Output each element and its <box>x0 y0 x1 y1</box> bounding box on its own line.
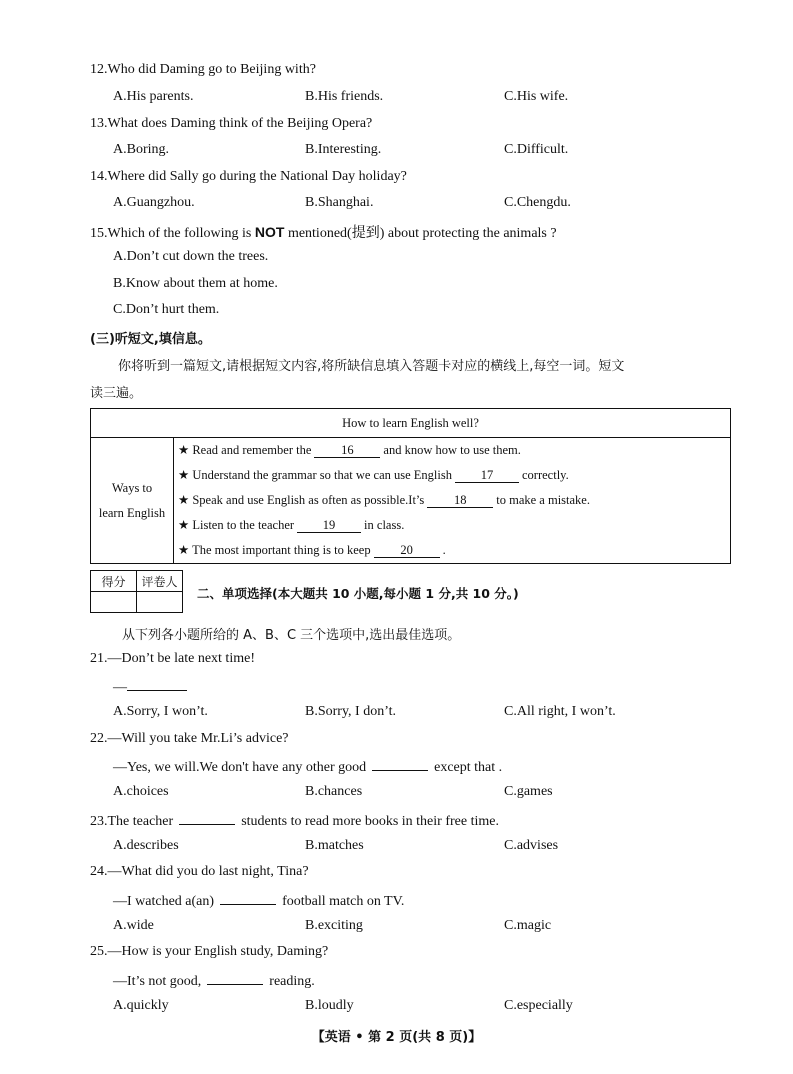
q15-option-b: B.Know about them at home. <box>113 276 278 291</box>
question-24-stem: 24.—What did you do last night, Tina? <box>90 864 309 879</box>
info-row-16: ★ Read and remember the 16 and know how to use them. <box>178 443 521 457</box>
q13-option-a: A.Boring. <box>113 142 169 157</box>
question-12-stem: 12.Who did Daming go to Beijing with? <box>90 62 316 77</box>
q24-reply: —I watched a(an) football match on TV. <box>113 891 404 910</box>
q25-option-b: B.loudly <box>305 998 354 1013</box>
info-row-17: ★ Understand the grammar so that we can use English 17 correctly. <box>178 468 569 482</box>
q14-option-a: A.Guangzhou. <box>113 195 195 210</box>
question-13-stem: 13.What does Daming think of the Beijing Opera? <box>90 116 373 131</box>
q14-option-c: C.Chengdu. <box>504 195 571 210</box>
section-3-instruction: 你将听到一篇短文,请根据短文内容,将所缺信息填入答题卡对应的横线上,每空一词。短文 <box>118 359 625 374</box>
star-icon: ★ <box>178 493 190 507</box>
question-15-stem: 15.Which of the following is NOT mentioned(提到) about protecting the animals ? <box>90 224 557 241</box>
score-box <box>90 570 183 613</box>
emphasis-not: NOT <box>254 224 285 240</box>
info-row-18: ★ Speak and use English as often as possible.It’s 18 to make a mistake. <box>178 493 590 507</box>
q21-option-a: A.Sorry, I won’t. <box>113 704 208 719</box>
star-icon: ★ <box>178 543 190 557</box>
q21-blank[interactable] <box>127 677 187 691</box>
question-22-stem: 22.—Will you take Mr.Li’s advice? <box>90 731 289 746</box>
blank-19[interactable]: 19 <box>297 518 361 533</box>
q13-option-b: B.Interesting. <box>305 142 382 157</box>
q14-option-b: B.Shanghai. <box>305 195 374 210</box>
q24-option-b: B.exciting <box>305 918 363 933</box>
grader-label: 评卷人 <box>137 571 183 592</box>
blank-18[interactable]: 18 <box>427 493 493 508</box>
q12-option-c: C.His wife. <box>504 89 569 104</box>
q24-blank[interactable] <box>220 891 276 905</box>
question-14-stem: 14.Where did Sally go during the National Day holiday? <box>90 169 407 184</box>
q12-option-a: A.His parents. <box>113 89 194 104</box>
star-icon: ★ <box>178 443 190 457</box>
blank-20[interactable]: 20 <box>374 543 440 558</box>
q21-reply: — <box>113 677 190 696</box>
ways-list <box>174 438 731 564</box>
q22-option-b: B.chances <box>305 784 363 799</box>
info-row-20: ★ The most important thing is to keep 20 . <box>178 543 446 557</box>
ways-cell <box>91 438 174 564</box>
q12-option-b: B.His friends. <box>305 89 384 104</box>
q23-option-a: A.describes <box>113 838 179 853</box>
q24-option-a: A.wide <box>113 918 154 933</box>
q25-reply: —It’s not good, reading. <box>113 971 315 990</box>
q22-reply: —Yes, we will.We don't have any other good except that . <box>113 757 502 776</box>
ways-label-1: Ways to <box>111 480 153 495</box>
section-3-heading: (三)听短文,填信息。 <box>90 332 211 347</box>
q13-option-c: C.Difficult. <box>504 142 569 157</box>
page-footer: 【英语 • 第 2 页(共 8 页)】 <box>311 1030 482 1045</box>
q15-option-a: A.Don’t cut down the trees. <box>113 249 269 264</box>
star-icon: ★ <box>178 518 190 532</box>
info-row-19: ★ Listen to the teacher 19 in class. <box>178 518 405 532</box>
q22-option-c: C.games <box>504 784 553 799</box>
section-2-heading: 二、单项选择(本大题共 10 小题,每小题 1 分,共 10 分。) <box>197 586 519 601</box>
star-icon: ★ <box>178 468 190 482</box>
q21-option-b: B.Sorry, I don’t. <box>305 704 396 719</box>
q23-blank[interactable] <box>179 811 235 825</box>
q25-option-a: A.quickly <box>113 998 169 1013</box>
question-23-stem: 23.The teacher students to read more books in their free time. <box>90 811 499 830</box>
q23-option-b: B.matches <box>305 838 364 853</box>
q24-option-c: C.magic <box>504 918 552 933</box>
question-25-stem: 25.—How is your English study, Daming? <box>90 944 329 959</box>
q22-blank[interactable] <box>372 757 428 771</box>
q22-option-a: A.choices <box>113 784 169 799</box>
score-label: 得分 <box>91 571 137 592</box>
q23-option-c: C.advises <box>504 838 559 853</box>
info-table <box>90 408 731 564</box>
blank-16[interactable]: 16 <box>314 443 380 458</box>
q25-blank[interactable] <box>207 971 263 985</box>
q25-option-c: C.especially <box>504 998 573 1013</box>
q15-option-c: C.Don’t hurt them. <box>113 302 220 317</box>
q21-option-c: C.All right, I won’t. <box>504 704 616 719</box>
question-21-stem: 21.—Don’t be late next time! <box>90 651 255 666</box>
ways-label-2: learn English <box>98 505 166 520</box>
grader-cell[interactable] <box>137 592 183 613</box>
info-table-title: How to learn English well? <box>91 409 731 438</box>
section-3-instruction-cont: 读三遍。 <box>90 386 143 401</box>
blank-17[interactable]: 17 <box>455 468 519 483</box>
score-cell[interactable] <box>91 592 137 613</box>
section-2-instruction: 从下列各小题所给的 A、B、C 三个选项中,选出最佳选项。 <box>122 628 461 643</box>
